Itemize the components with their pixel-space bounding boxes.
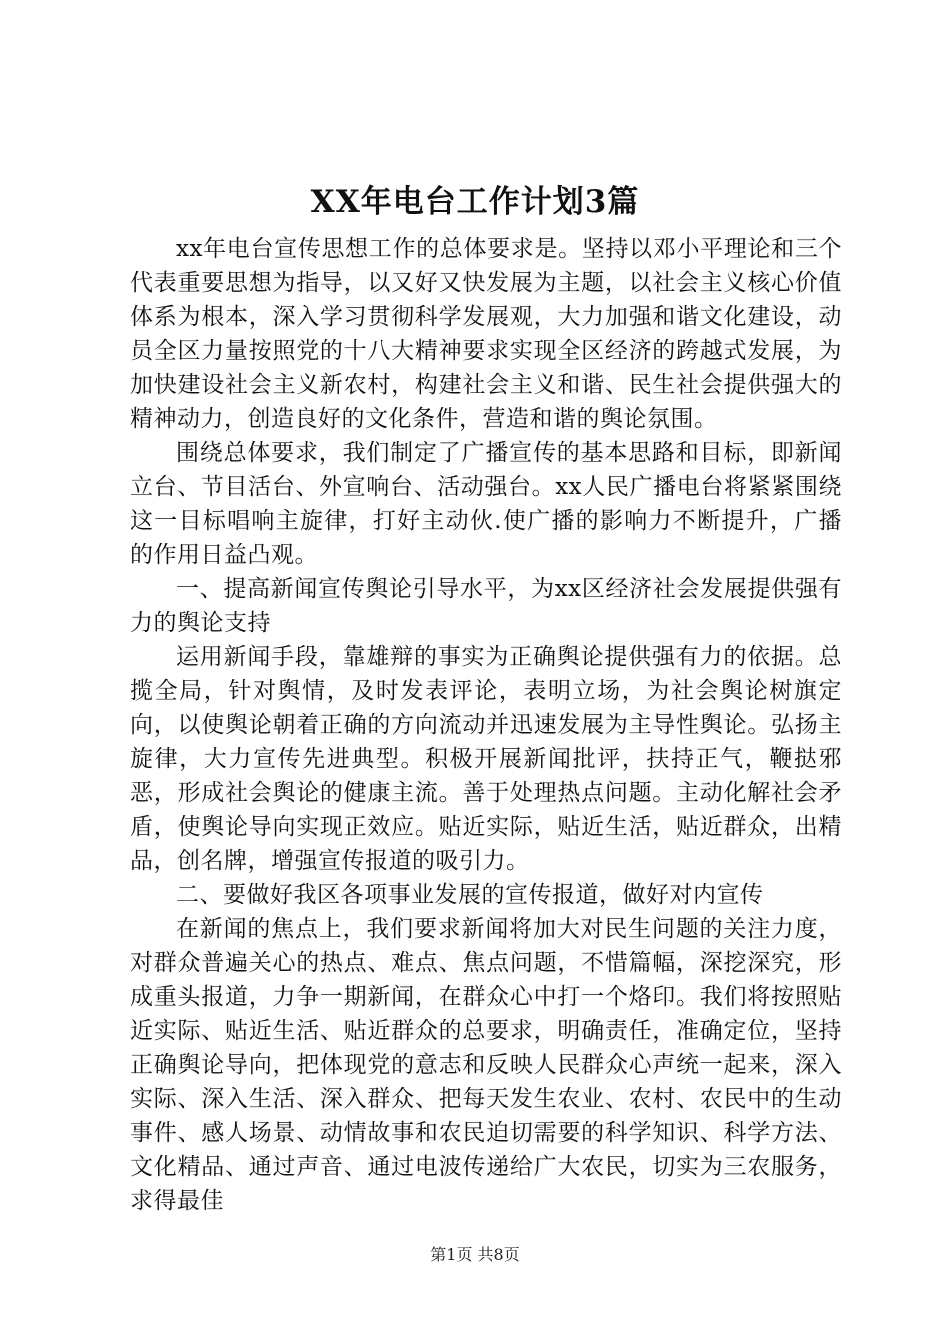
- paragraph-news-methods: 运用新闻手段，靠雄辩的事实为正确舆论提供强有力的依据。总揽全局，针对舆情，及时发表评论，表明立场，为社会舆论树旗定向，以使舆论朝着正确的方向流动并迅速发展为主导性舆论。弘扬主旋律，大力宣传先进典型。积极开展新闻批评，扶持正气，鞭挞邪恶，形成社会舆论的健康主流。善于处理热点问题。主动化解社会矛盾，使舆论导向实现正效应。贴近实际，贴近生活，贴近群众，出精品，创名牌，增强宣传报道的吸引力。: [130, 644, 842, 874]
- paragraph-overall-requirements: xx年电台宣传思想工作的总体要求是。坚持以邓小平理论和三个代表重要思想为指导，以又好又快发展为主题，以社会主义核心价值体系为根本，深入学习贯彻科学发展观，大力加强和谐文化建设，动员全区力量按照党的十八大精神要求实现全区经济的跨越式发展，为加快建设社会主义新农村，构建社会主义和谐、民生社会提供强大的精神动力，创造良好的文化条件，营造和谐的舆论氛围。: [130, 236, 842, 432]
- section-heading-two: 二、要做好我区各项事业发展的宣传报道，做好对内宣传: [176, 882, 764, 908]
- paragraph-basic-goals: 围绕总体要求，我们制定了广播宣传的基本思路和目标，即新闻立台、节目活台、外宣响台、活动强台。xx人民广播电台将紧紧围绕这一目标唱响主旋律，打好主动伙.使广播的影响力不断提升，广播的作用日益凸观。: [130, 440, 842, 568]
- document-title: XX年电台工作计划3篇: [310, 184, 640, 220]
- paragraph-news-focus: 在新闻的焦点上，我们要求新闻将加大对民生问题的关注力度，对群众普遍关心的热点、难点、焦点问题，不惜篇幅，深挖深究，形成重头报道，力争一期新闻，在群众心中打一个烙印。我们将按照贴近实际、贴近生活、贴近群众的总要求，明确责任，准确定位，坚持正确舆论导向，把体现党的意志和反映人民群众心声统一起来，深入实际、深入生活、深入群众、把每天发生农业、农村、农民中的生动事件、感人场景、动情故事和农民迫切需要的科学知识、科学方法、文化精品、通过声音、通过电波传递给广大农民，切实为三农服务，求得最佳: [130, 916, 842, 1214]
- page-number-footer: 第1页 共8页: [430, 1245, 520, 1264]
- document-body: [130, 232, 842, 1218]
- section-heading-one: 一、提高新闻宣传舆论引导水平，为xx区经济社会发展提供强有力的舆论支持: [130, 576, 842, 636]
